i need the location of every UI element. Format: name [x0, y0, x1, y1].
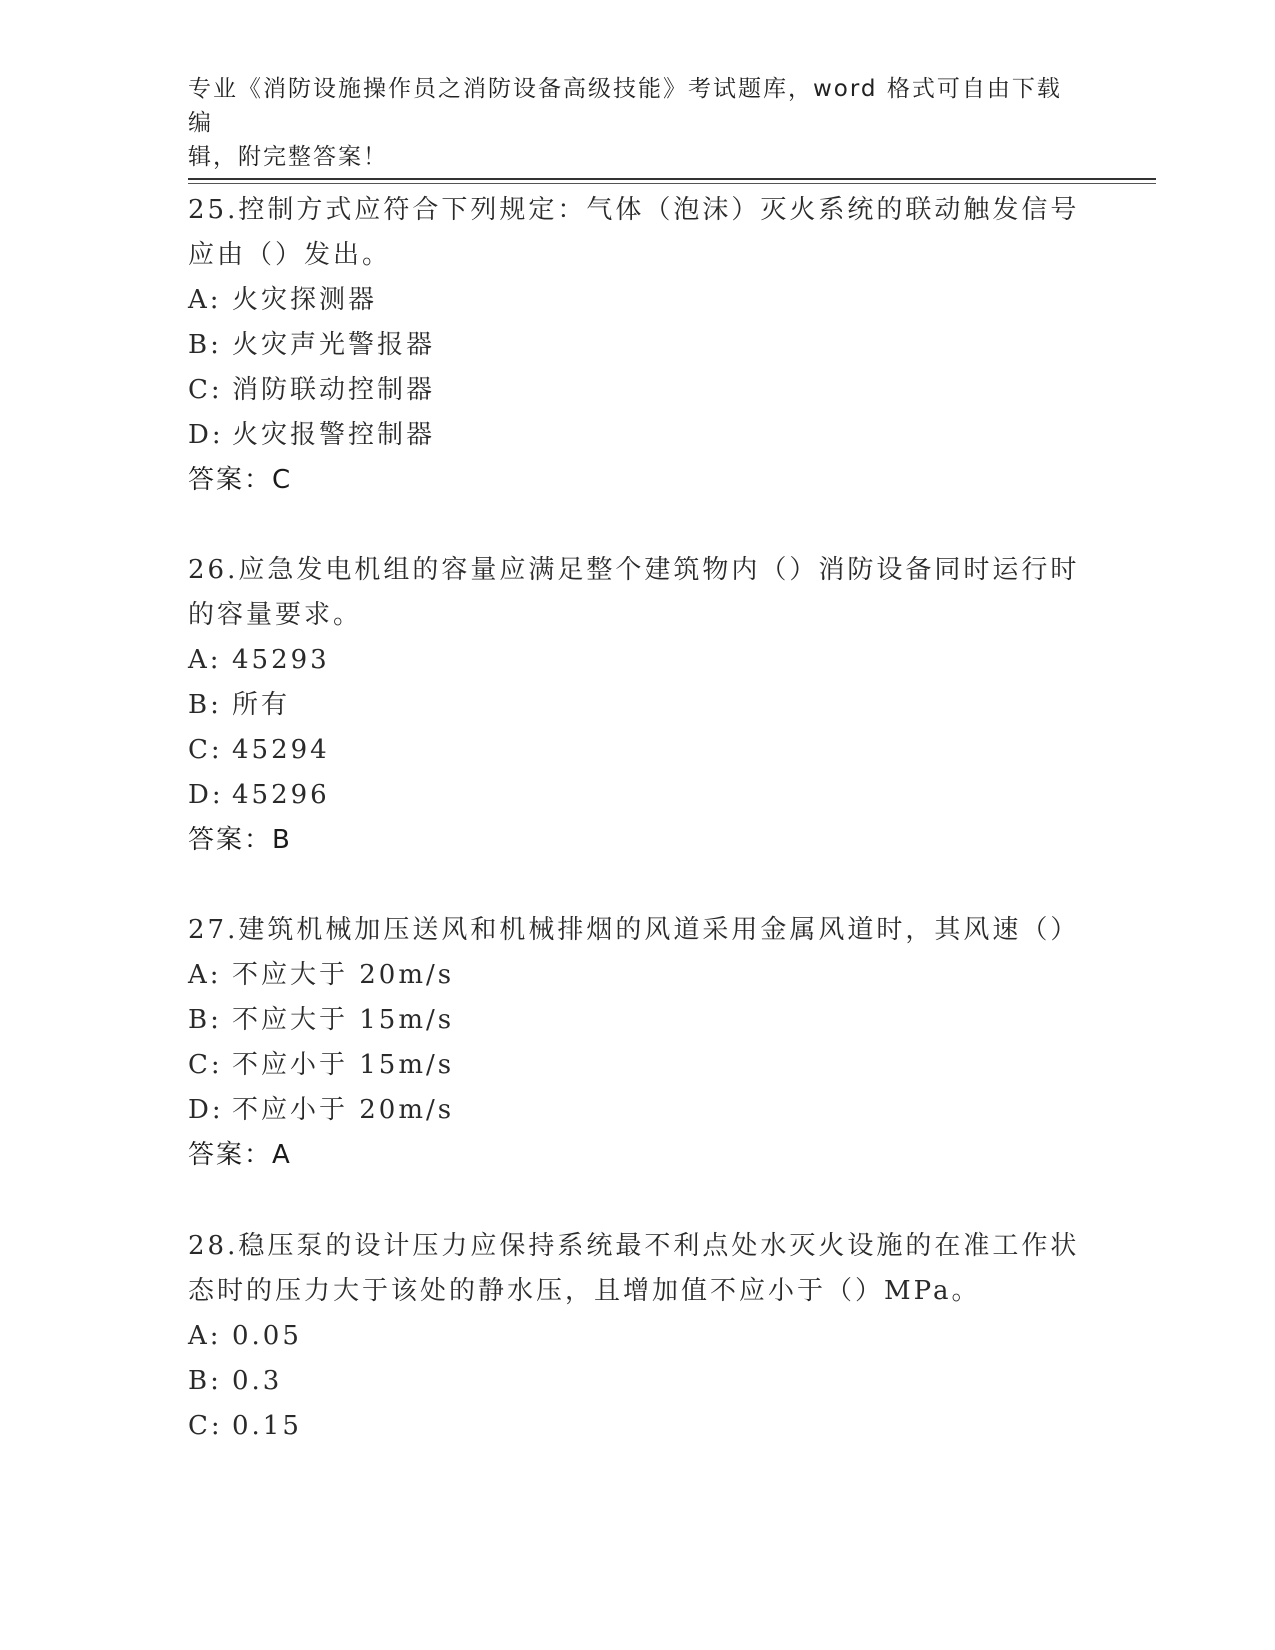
- option-text: 不应小于 20m/s: [232, 1095, 455, 1125]
- option-letter: C:: [188, 1050, 223, 1080]
- option-b: [188, 323, 1088, 368]
- option-letter: A:: [188, 645, 222, 675]
- option-text: 所有: [232, 690, 291, 720]
- option-letter: B:: [188, 1005, 222, 1035]
- option-letter: A:: [188, 1321, 222, 1351]
- option-text: 45293: [232, 645, 330, 675]
- option-letter: D:: [188, 780, 224, 810]
- question-28: [188, 1224, 1088, 1449]
- answer-line: 答案：A: [188, 1140, 292, 1170]
- question-stem-line-2: 应由（）发出。: [188, 240, 392, 270]
- question-26: [188, 548, 1088, 863]
- option-a: [188, 953, 1088, 998]
- option-b: [188, 998, 1088, 1043]
- option-b: [188, 1359, 1088, 1404]
- question-25: [188, 188, 1088, 503]
- option-letter: D:: [188, 420, 224, 450]
- header-divider-thin: [188, 183, 1156, 184]
- answer-line: 答案：C: [188, 465, 293, 495]
- question-stem-line-1: 25.控制方式应符合下列规定：气体（泡沫）灭火系统的联动触发信号: [188, 195, 1080, 225]
- option-a: [188, 638, 1088, 683]
- question-stem-line-1: 28.稳压泵的设计压力应保持系统最不利点处水灭火设施的在准工作状: [188, 1231, 1080, 1261]
- option-d: [188, 773, 1088, 818]
- option-c: [188, 728, 1088, 773]
- header-line-2: 辑，附完整答案！: [188, 144, 388, 170]
- option-text: 0.3: [232, 1366, 283, 1396]
- option-text: 45294: [232, 735, 330, 765]
- answer-line: 答案：B: [188, 825, 292, 855]
- option-d: [188, 1088, 1088, 1133]
- option-letter: A:: [188, 285, 222, 315]
- option-letter: C:: [188, 375, 223, 405]
- question-stem-line-1: 26.应急发电机组的容量应满足整个建筑物内（）消防设备同时运行时: [188, 555, 1080, 585]
- option-letter: B:: [188, 330, 222, 360]
- option-c: [188, 368, 1088, 413]
- option-b: [188, 683, 1088, 728]
- question-stem-line-1: 27.建筑机械加压送风和机械排烟的风道采用金属风道时，其风速（）: [188, 915, 1080, 945]
- option-text: 0.15: [232, 1411, 302, 1441]
- option-text: 火灾报警控制器: [232, 420, 436, 450]
- option-a: [188, 278, 1088, 323]
- header-divider-thick: [188, 178, 1156, 180]
- question-stem-line-2: 的容量要求。: [188, 600, 363, 630]
- option-text: 不应小于 15m/s: [232, 1050, 455, 1080]
- option-letter: D:: [188, 1095, 224, 1125]
- header-line-1: 专业《消防设施操作员之消防设备高级技能》考试题库，word 格式可自由下载编: [188, 76, 1062, 136]
- option-letter: A:: [188, 960, 222, 990]
- option-d: [188, 413, 1088, 458]
- option-text: 不应大于 15m/s: [232, 1005, 455, 1035]
- option-c: [188, 1404, 1088, 1449]
- option-letter: C:: [188, 735, 223, 765]
- question-27: [188, 908, 1088, 1178]
- question-stem-line-2: 态时的压力大于该处的静水压，且增加值不应小于（）MPa。: [188, 1276, 981, 1306]
- option-letter: C:: [188, 1411, 223, 1441]
- option-letter: B:: [188, 1366, 222, 1396]
- option-text: 消防联动控制器: [232, 375, 436, 405]
- option-letter: B:: [188, 690, 222, 720]
- option-text: 45296: [232, 780, 330, 810]
- option-text: 火灾探测器: [232, 285, 378, 315]
- option-text: 不应大于 20m/s: [232, 960, 455, 990]
- option-text: 火灾声光警报器: [232, 330, 436, 360]
- option-a: [188, 1314, 1088, 1359]
- option-c: [188, 1043, 1088, 1088]
- document-header: [188, 72, 1068, 174]
- option-text: 0.05: [232, 1321, 302, 1351]
